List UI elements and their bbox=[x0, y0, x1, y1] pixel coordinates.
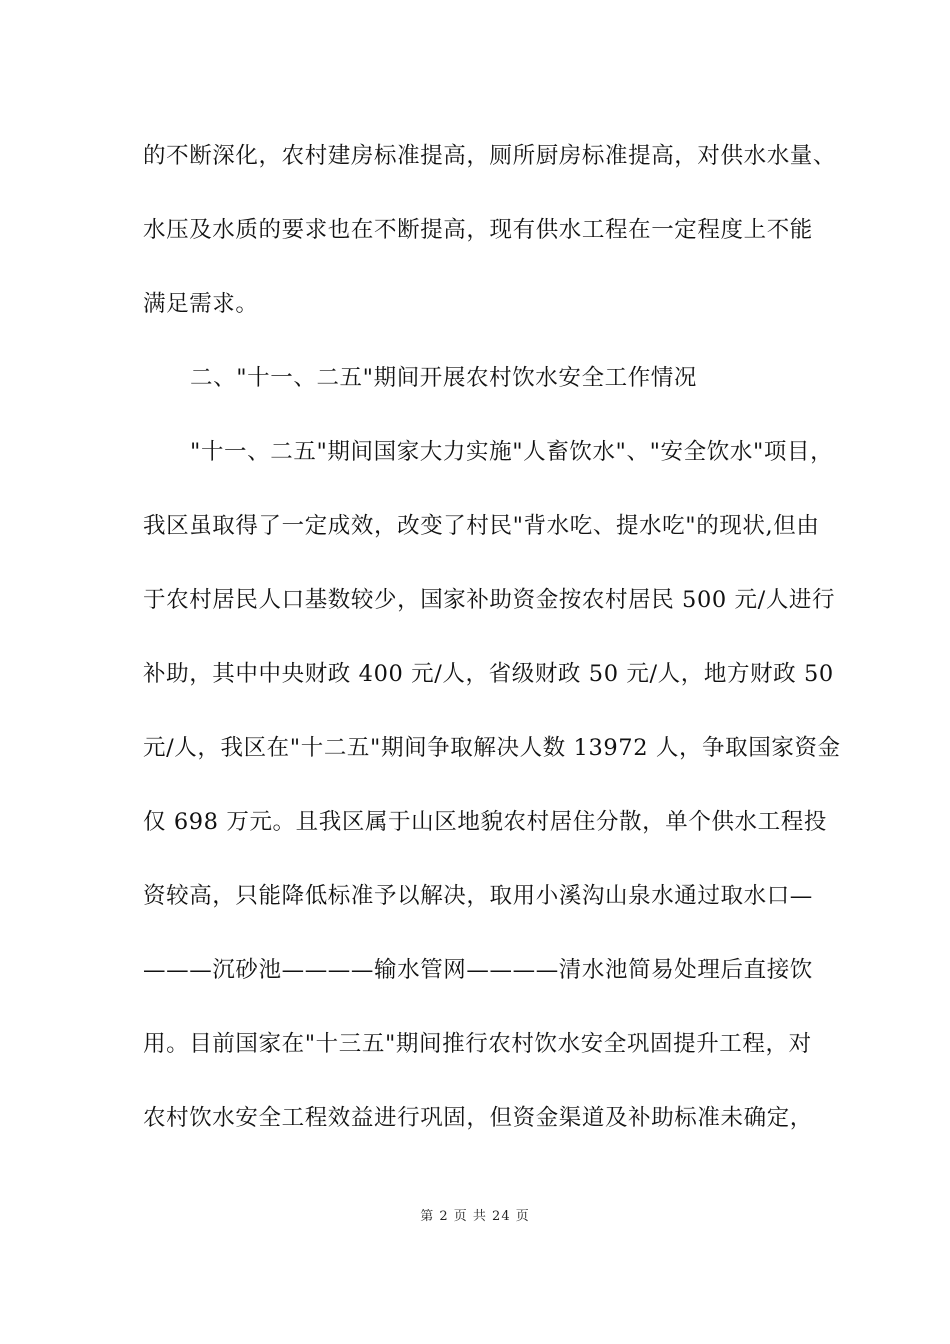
text-line: 资较高，只能降低标准予以解决，取用小溪沟山泉水通过取水口— bbox=[143, 883, 813, 909]
text-line: "十一、二五"期间国家大力实施"人畜饮水"、"安全饮水"项目， bbox=[190, 439, 834, 465]
text-line: 补助，其中中央财政 400 元/人，省级财政 50 元/人，地方财政 50 bbox=[143, 661, 834, 687]
text-line: 的不断深化，农村建房标准提高，厕所厨房标准提高，对供水水量、 bbox=[143, 143, 837, 169]
text-line: 农村饮水安全工程效益进行巩固，但资金渠道及补助标准未确定， bbox=[143, 1105, 813, 1131]
text-line: 元/人，我区在"十二五"期间争取解决人数 13972 人，争取国家资金 bbox=[143, 735, 841, 761]
text-line: 水压及水质的要求也在不断提高，现有供水工程在一定程度上不能 bbox=[143, 217, 813, 243]
text-line: 仅 698 万元。且我区属于山区地貌农村居住分散，单个供水工程投 bbox=[143, 809, 827, 835]
section-heading: 二、"十一、二五"期间开展农村饮水安全工作情况 bbox=[190, 365, 697, 391]
text-line: ———沉砂池————输水管网————清水池简易处理后直接饮 bbox=[143, 957, 813, 983]
text-line: 满足需求。 bbox=[143, 291, 259, 317]
text-line: 我区虽取得了一定成效，改变了村民"背水吃、提水吃"的现状,但由 bbox=[143, 513, 820, 539]
text-line: 用。目前国家在"十三五"期间推行农村饮水安全巩固提升工程，对 bbox=[143, 1031, 812, 1057]
text-line: 于农村居民人口基数较少，国家补助资金按农村居民 500 元/人进行 bbox=[143, 587, 836, 613]
page-number: 第 2 页 共 24 页 bbox=[420, 1209, 530, 1224]
